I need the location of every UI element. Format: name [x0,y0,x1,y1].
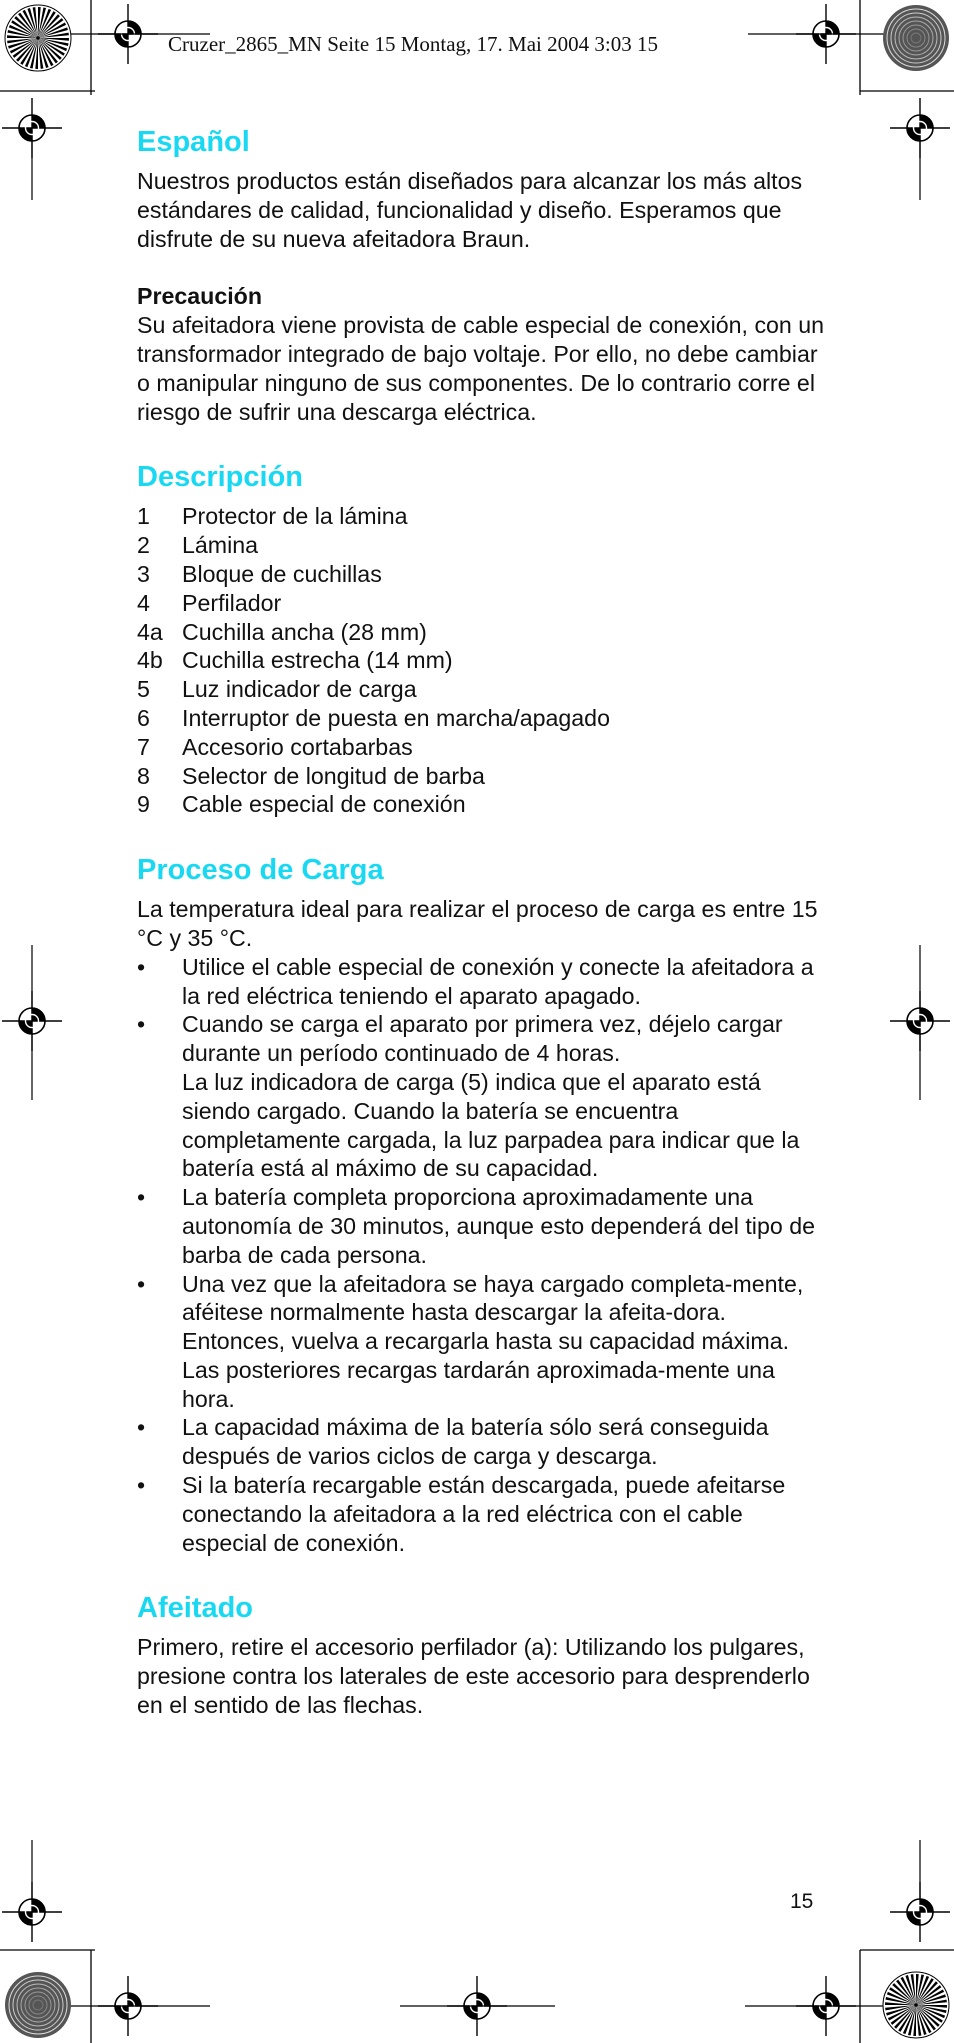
item-number: 9 [137,791,150,818]
list-item [137,1413,827,1471]
item-text: Perfilador [182,589,282,616]
item-text: Cable especial de conexión [182,791,466,818]
item-number: 3 [137,560,150,587]
item-text: Bloque de cuchillas [182,560,382,587]
list-item [137,675,827,704]
item-text: Luz indicador de carga [182,676,417,703]
item-number: 5 [137,676,150,703]
item-number: 6 [137,704,150,731]
bullet-glyph: • [137,1472,146,1499]
list-item [137,618,827,647]
item-text: Interruptor de puesta en marcha/apagado [182,704,610,731]
item-text: La capacidad máxima de la batería sólo será conseguida después de varios ciclos de carga y descarga. [182,1414,769,1470]
bullet-glyph: • [137,1414,146,1441]
bullet-glyph: • [137,953,146,980]
parts-list [137,502,827,819]
list-item [137,646,827,675]
list-item [137,733,827,762]
bullet-glyph: • [137,1270,146,1297]
list-item [137,1471,827,1557]
item-text: Selector de longitud de barba [182,762,485,789]
list-item [137,531,827,560]
item-text: Cuchilla estrecha (14 mm) [182,647,453,674]
item-text: Utilice el cable especial de conexión y conecte la afeitadora a la red eléctrica teniendo el aparato apagado. [182,953,814,1009]
item-text: Protector de la lámina [182,503,408,530]
print-slug: Cruzer_2865_MN Seite 15 Montag, 17. Mai 2004 3:03 15 [168,32,658,56]
item-text: Cuando se carga el aparato por primera vez, déjelo cargar durante un período continuado de 4 horas. [182,1011,783,1067]
item-number: 1 [137,503,150,530]
list-item [137,1183,827,1269]
list-item [137,953,827,1011]
list-item [137,1010,827,1183]
section-title-afeitado: Afeitado [137,1592,253,1625]
charging-intro: La temperatura ideal para realizar el proceso de carga es entre 15 °C y 35 °C. [137,896,818,951]
section-title-carga: Proceso de Carga [137,854,384,887]
list-item [137,1270,827,1414]
item-text: Lámina [182,532,259,559]
list-item [137,502,827,531]
page-number: 15 [790,1890,814,1913]
item-number: 4a [137,618,163,645]
item-text: La batería completa proporciona aproximadamente una autonomía de 30 minutos, aunque esto dependerá del tipo de barba de cada persona. [182,1184,815,1268]
intro-paragraph: Nuestros productos están diseñados para alcanzar los más altos estándares de calidad, funcionalidad y diseño. Esperamos que disfrute de su nueva afeitadora Braun. [137,168,803,252]
caution-title: Precaución [137,283,263,310]
list-item [137,704,827,733]
caution-paragraph: Su afeitadora viene provista de cable especial de conexión, con un transformador integrado de bajo voltaje. Por ello, no debe cambiar o manipular ninguno de sus componentes. De lo contrario corre el riesgo de sufrir una descarga eléctrica. [137,312,825,425]
bullet-glyph: • [137,1184,146,1211]
list-item [137,790,827,819]
list-item [137,560,827,589]
item-text: Una vez que la afeitadora se haya cargado completa-mente, aféitese normalmente hasta descargar la afeita-dora. Entonces, vuelva a recargarla hasta su capacidad máxima. Las posteriores recargas tardarán aproximada-mente una hora. [182,1270,804,1412]
item-text: Accesorio cortabarbas [182,733,413,760]
page-content [137,125,827,1720]
bullet-glyph: • [137,1011,146,1038]
list-item [137,762,827,791]
item-number: 2 [137,532,150,559]
section-title-descripcion: Descripción [137,461,303,494]
item-text: Si la batería recargable están descargada, puede afeitarse conectando la afeitadora a la red eléctrica con el cable especial de conexión. [182,1472,786,1556]
item-number: 4 [137,589,150,616]
charging-list [137,953,827,1558]
list-item [137,589,827,618]
item-number: 8 [137,762,150,789]
item-text: Cuchilla ancha (28 mm) [182,618,427,645]
section-title-espanol: Español [137,126,250,158]
shaving-paragraph: Primero, retire el accesorio perfilador (a): Utilizando los pulgares, presione contra los laterales de este accesorio para desprenderlo en el sentido de las flechas. [137,1634,810,1719]
item-text-extra: La luz indicadora de carga (5) indica que el aparato está siendo cargado. Cuando la batería se encuentra completamente cargada, la luz parpadea para indicar que la batería está al máximo de su capacidad. [182,1068,800,1182]
item-number: 7 [137,733,150,760]
item-number: 4b [137,647,163,674]
